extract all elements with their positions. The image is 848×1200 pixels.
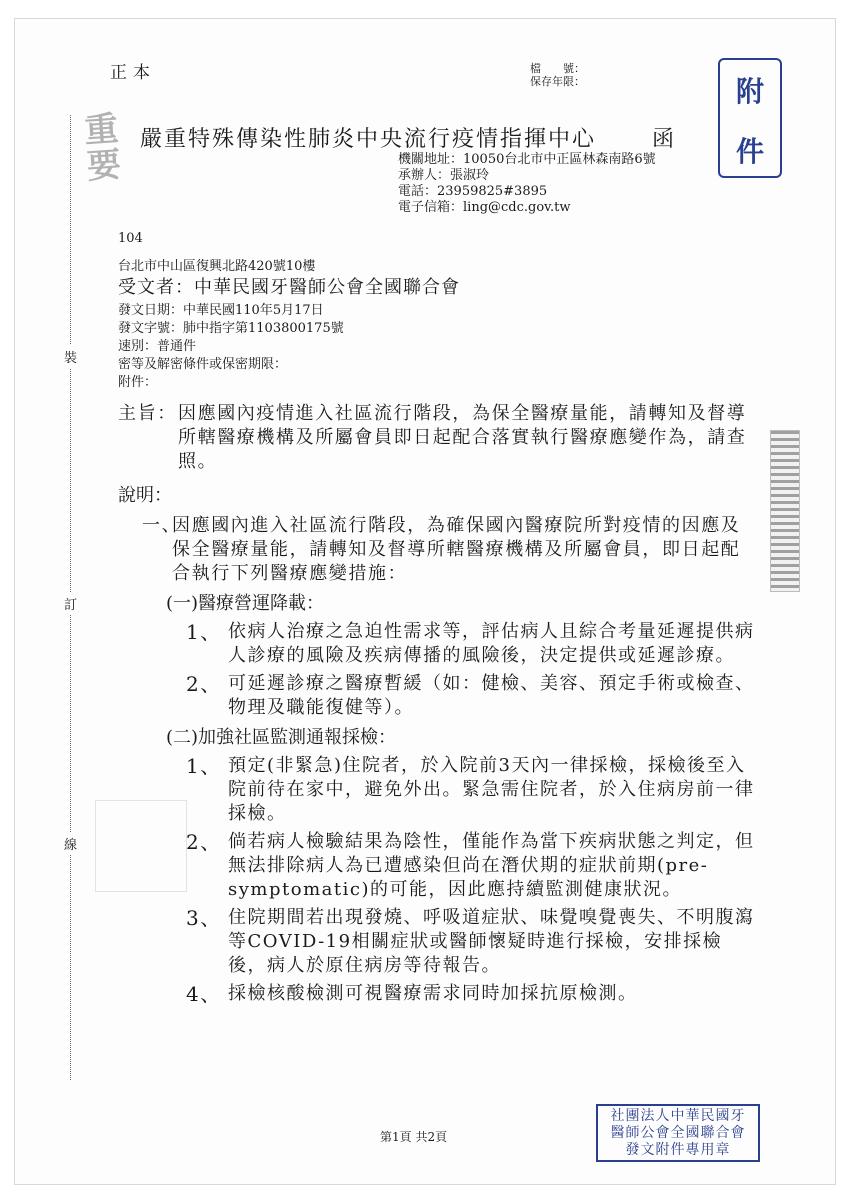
retention-label: 保存年限：	[530, 75, 585, 88]
stamp-line-1: 社團法人中華民國牙	[610, 1108, 746, 1124]
file-meta	[530, 62, 585, 88]
file-number-label: 檔 號：	[530, 62, 585, 75]
item-text: 可延遲診療之醫療暫緩（如：健檢、美容、預定手術或檢查、物理及職能復健等）。	[228, 673, 755, 718]
document-type: 函	[652, 127, 675, 152]
subject-label: 主旨：	[118, 403, 177, 424]
item-text: 倘若病人檢驗結果為陰性，僅能作為當下疾病狀態之判定，但無法排除病人為已遭感染但尚在潛伏期的症狀前期(pre-symptomatic)的可能，因此應持續監測健康狀況。	[228, 831, 755, 900]
item-number: 2、	[186, 830, 222, 854]
importance-stamp-char-1: 重	[83, 108, 120, 152]
issue-date: 發文日期：中華民國110年5月17日	[118, 303, 324, 318]
item-number: 3、	[186, 906, 222, 930]
list-item	[118, 620, 758, 668]
list-item	[118, 754, 758, 826]
document-number: 發文字號：肺中指字第1103800175號	[118, 321, 344, 336]
binding-mark-xian: 線	[64, 832, 77, 855]
explanation-point-1	[118, 514, 758, 586]
importance-stamp-char-2: 要	[85, 144, 123, 188]
recipient-zip: 104	[118, 231, 143, 246]
item-text: 採檢核酸檢測可視醫療需求同時加採抗原檢測。	[228, 983, 638, 1004]
point-text: 因應國內進入社區流行階段，為確保國內醫療院所對疫情的因應及保全醫療量能，請轉知及督導所轄醫療機構及所屬會員，即日起配合執行下列醫療應變措施：	[172, 515, 741, 584]
agency-email: 電子信箱：ling@cdc.gov.tw	[398, 200, 571, 215]
attachment-stamp-char-2: 件	[735, 135, 764, 168]
item-number: 2、	[186, 672, 222, 696]
subject	[118, 402, 758, 474]
recipient-address: 台北市中山區復興北路420號10樓	[118, 259, 316, 274]
attachment-stamp-char-1: 附	[735, 75, 764, 108]
secrecy-level: 密等及解密條件或保密期限：	[118, 357, 288, 372]
subject-text: 因應國內疫情進入社區流行階段，為保全醫療量能，請轉知及督導所轄醫療機構及所屬會員即日起配合落實執行醫療應變作為，請查照。	[178, 403, 747, 472]
binding-mark-ding: 訂	[64, 592, 77, 615]
attachments: 附件：	[118, 375, 158, 390]
agency-contact	[398, 152, 656, 216]
agency-address: 機關地址：10050台北市中正區林森南路6號	[398, 152, 656, 167]
attachment-official-stamp	[596, 1104, 760, 1162]
document-body	[118, 402, 758, 1006]
list-item	[118, 672, 758, 720]
recipient-name: 受文者：中華民國牙醫師公會全國聯合會	[118, 277, 460, 298]
agency-handler: 承辦人：張淑玲	[398, 168, 490, 183]
document-meta	[118, 302, 344, 392]
stamp-line-3: 發文附件專用章	[625, 1142, 731, 1158]
list-item	[118, 982, 758, 1006]
importance-stamp	[75, 110, 130, 193]
page-number: 第1頁 共2頁	[380, 1130, 448, 1144]
item-number: 1、	[186, 754, 222, 778]
agency-name: 嚴重特殊傳染性肺炎中央流行疫情指揮中心	[140, 127, 597, 152]
item-text: 預定(非緊急)住院者，於入院前3天內一律採檢，採檢後至入院前待在家中，避免外出。緊急需住院者，於入住病房前一律採檢。	[228, 755, 755, 824]
side-seal-mark	[770, 430, 800, 592]
section-title: (二)加強社區監測通報採檢：	[166, 727, 397, 748]
agency-phone: 電話：23959825#3895	[398, 184, 548, 199]
item-number: 1、	[186, 620, 222, 644]
explanation-label: 說明：	[118, 485, 172, 506]
attachment-stamp	[718, 58, 782, 178]
point-number: 一、	[142, 515, 182, 536]
item-number: 4、	[186, 982, 222, 1006]
original-copy-mark: 正本	[110, 63, 156, 83]
list-item	[118, 906, 758, 978]
delivery-speed: 速別：普通件	[118, 339, 197, 354]
section-title: (一)醫療營運降載：	[166, 593, 325, 614]
list-item	[118, 830, 758, 902]
binding-mark-zhuang: 裝	[64, 345, 77, 368]
stamp-line-2: 醫師公會全國聯合會	[610, 1125, 746, 1141]
item-text: 依病人治療之急迫性需求等，評估病人且綜合考量延遲提供病人診療的風險及疾病傳播的風險後，決定提供或延遲診療。	[228, 621, 755, 666]
item-text: 住院期間若出現發燒、呼吸道症狀、味覺嗅覺喪失、不明腹瀉等COVID-19相關症狀或醫師懷疑時進行採檢，安排採檢後，病人於原住病房等待報告。	[228, 907, 755, 976]
